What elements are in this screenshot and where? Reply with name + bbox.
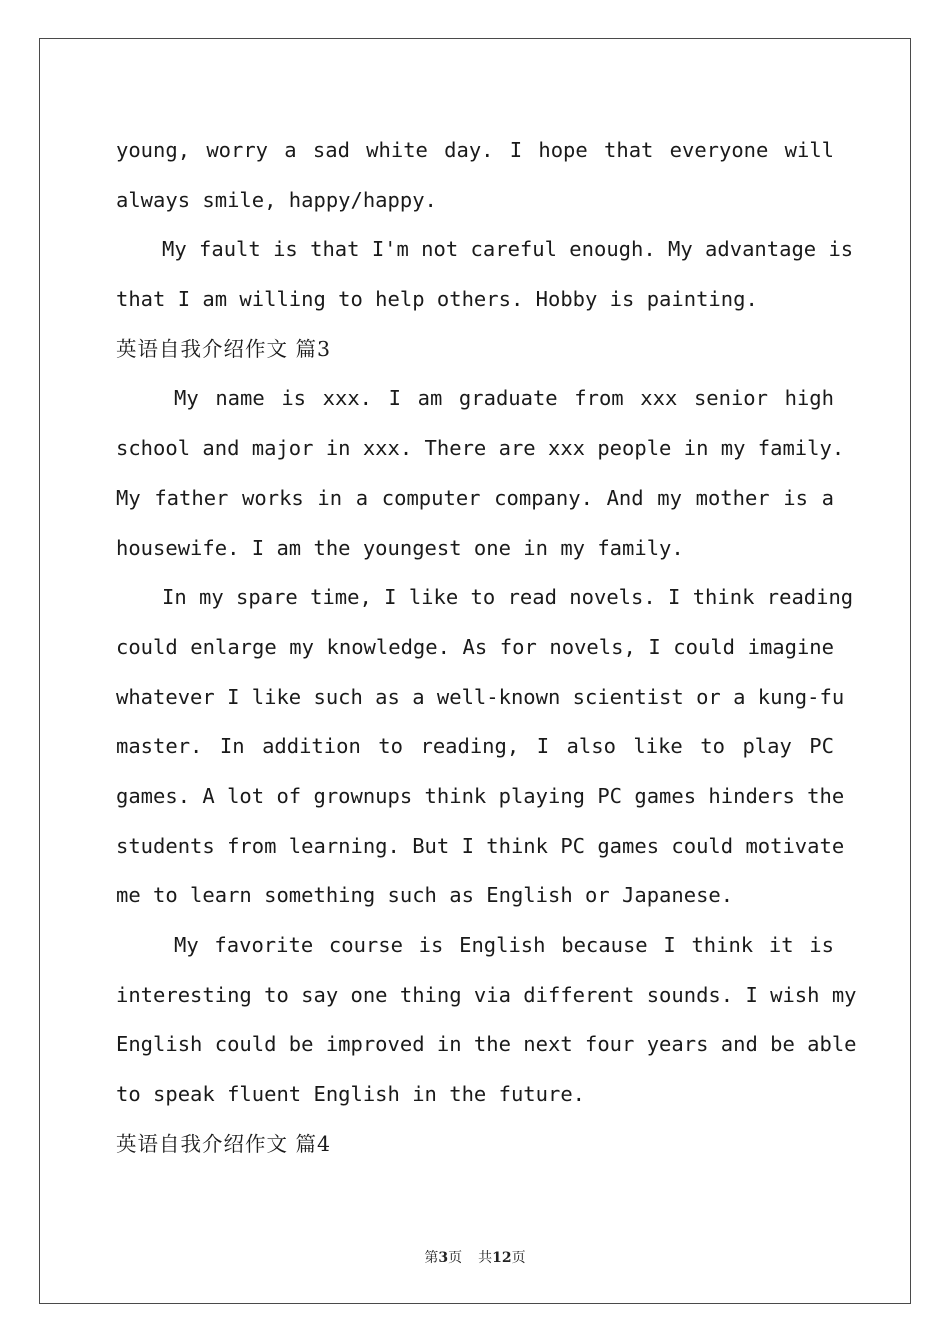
text-line: young, worry a sad white day. I hope that everyone will [116, 138, 834, 162]
paragraph-start: My name is xxx. I am graduate from xxx senior high [174, 386, 834, 411]
page-footer [0, 1247, 950, 1267]
text-line: housewife. I am the youngest one in my family. [116, 535, 684, 560]
section-heading: 英语自我介绍作文 篇3 [116, 336, 332, 361]
total-pages: 12 [492, 1250, 512, 1266]
document-body [116, 126, 857, 1169]
paragraph-start: My favorite course is English because I think it is [174, 933, 834, 957]
page-number: 3 [438, 1250, 449, 1266]
paragraph-start: My fault is that I'm not careful enough. My advantage is [162, 237, 854, 262]
text-line: to speak fluent English in the future. [116, 1082, 585, 1107]
section-heading: 英语自我介绍作文 篇4 [116, 1131, 332, 1156]
total-prefix: 共 [478, 1250, 493, 1266]
page-prefix: 第 [424, 1250, 439, 1266]
text-line: games. A lot of grownups think playing PC games hinders the [116, 783, 845, 808]
text-line: interesting to say one thing via different sounds. I wish my [116, 982, 857, 1007]
text-line: whatever I like such as a well-known scientist or a kung-fu [116, 684, 845, 709]
text-line: students from learning. But I think PC games could motivate [116, 833, 845, 858]
text-line: could enlarge my knowledge. As for novels, I could imagine [116, 634, 834, 659]
paragraph-start: In my spare time, I like to read novels. I think reading [162, 585, 854, 610]
text-line: that I am willing to help others. Hobby is painting. [116, 287, 758, 312]
page-suffix: 页 [448, 1250, 463, 1266]
text-line: master. In addition to reading, I also like to play PC [116, 734, 834, 759]
text-line: me to learn something such as English or Japanese. [116, 883, 734, 908]
text-line: English could be improved in the next four years and be able [116, 1032, 857, 1057]
total-suffix: 页 [511, 1250, 526, 1266]
text-line: My father works in a computer company. And my mother is a [116, 485, 834, 510]
text-line: always smile, happy/happy. [116, 187, 437, 212]
text-line: school and major in xxx. There are xxx people in my family. [116, 436, 845, 461]
